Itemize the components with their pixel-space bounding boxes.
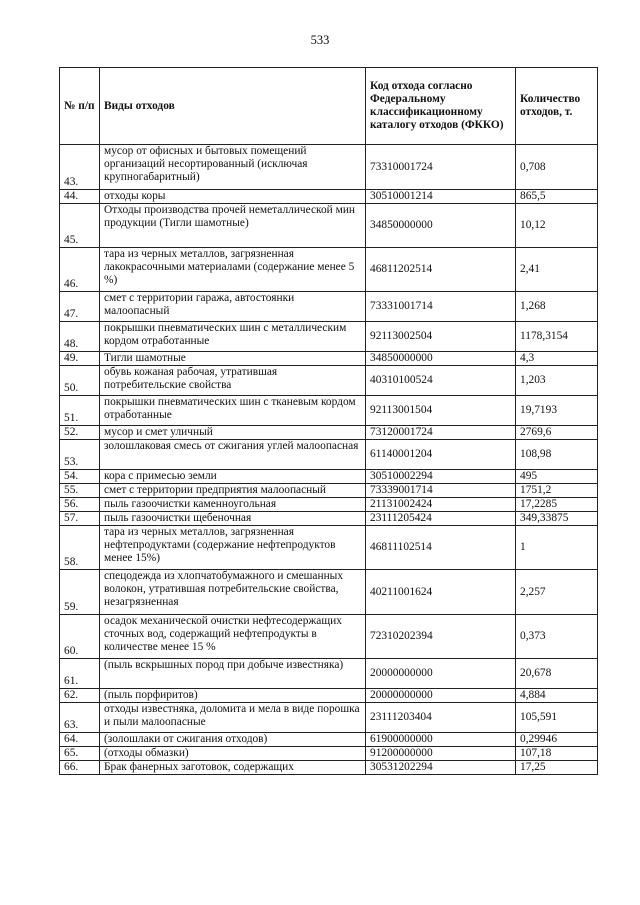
page-number: 533 (310, 33, 330, 47)
table-row (60, 747, 598, 761)
waste-name: мусор от офисных и бытовых помещений организаций несортированный (исключая крупногабаритный) (100, 145, 366, 190)
waste-name: смет с территории гаража, автостоянки малоопасный (100, 292, 366, 322)
waste-quantity: 4,884 (516, 689, 598, 703)
waste-quantity: 107,18 (516, 747, 598, 761)
waste-name: Брак фанерных заготовок, содержащих (100, 761, 366, 775)
waste-name: обувь кожаная рабочая, утратившая потребительские свойства (100, 366, 366, 396)
waste-name: отходы коры (100, 190, 366, 204)
row-number: 53. (60, 440, 100, 470)
row-number: 44. (60, 190, 100, 204)
waste-quantity: 2769,6 (516, 426, 598, 440)
fkko-code: 61140001204 (366, 440, 516, 470)
row-number: 65. (60, 747, 100, 761)
fkko-code: 46811202514 (366, 248, 516, 292)
waste-name: золошлаковая смесь от сжигания углей малоопасная (100, 440, 366, 470)
waste-quantity: 1,268 (516, 292, 598, 322)
fkko-code: 23111203404 (366, 703, 516, 733)
fkko-code: 46811102514 (366, 526, 516, 570)
header-quantity: Количество отходов, т. (516, 68, 598, 145)
table-row (60, 733, 598, 747)
fkko-code: 73331001714 (366, 292, 516, 322)
row-number: 46. (60, 248, 100, 292)
row-number: 57. (60, 512, 100, 526)
fkko-code: 91200000000 (366, 747, 516, 761)
row-number: 60. (60, 615, 100, 659)
fkko-code: 61900000000 (366, 733, 516, 747)
waste-name: покрышки пневматических шин с металлическим кордом отработанные (100, 322, 366, 352)
fkko-code: 30510002294 (366, 470, 516, 484)
waste-name: Тигли шамотные (100, 352, 366, 366)
fkko-code: 73120001724 (366, 426, 516, 440)
waste-quantity: 20,678 (516, 659, 598, 689)
fkko-code: 92113001504 (366, 396, 516, 426)
table-row (60, 190, 598, 204)
waste-quantity: 495 (516, 470, 598, 484)
row-number: 64. (60, 733, 100, 747)
waste-name: пыль газоочистки щебеночная (100, 512, 366, 526)
waste-quantity: 865,5 (516, 190, 598, 204)
waste-name: спецодежда из хлопчатобумажного и смешанных волокон, утратившая потребительские свойства, незагрязненная (100, 570, 366, 615)
table-row (60, 689, 598, 703)
table-row (60, 204, 598, 248)
fkko-code: 34850000000 (366, 204, 516, 248)
table-row (60, 761, 598, 775)
waste-name: покрышки пневматических шин с тканевым кордом отработанные (100, 396, 366, 426)
table-row (60, 145, 598, 190)
row-number: 50. (60, 366, 100, 396)
table-header-row (60, 68, 598, 145)
waste-name: отходы известняка, доломита и мела в виде порошка и пыли малоопасные (100, 703, 366, 733)
waste-quantity: 1,203 (516, 366, 598, 396)
fkko-code: 30510001214 (366, 190, 516, 204)
waste-name: Отходы производства прочей неметаллической мин продукции (Тигли шамотные) (100, 204, 366, 248)
row-number: 59. (60, 570, 100, 615)
waste-name: (золошлаки от сжигания отходов) (100, 733, 366, 747)
waste-quantity: 4,3 (516, 352, 598, 366)
waste-table (59, 67, 598, 775)
table-row (60, 659, 598, 689)
table-row (60, 615, 598, 659)
waste-name: (отходы обмазки) (100, 747, 366, 761)
table-body (60, 145, 598, 775)
table-row (60, 440, 598, 470)
fkko-code: 40211001624 (366, 570, 516, 615)
waste-name: (пыль вскрышных пород при добыче известняка) (100, 659, 366, 689)
waste-quantity: 349,33875 (516, 512, 598, 526)
header-num: № п/п (60, 68, 100, 145)
row-number: 43. (60, 145, 100, 190)
waste-name: кора с примесью земли (100, 470, 366, 484)
waste-quantity: 105,591 (516, 703, 598, 733)
waste-quantity: 1751,2 (516, 484, 598, 498)
waste-quantity: 1 (516, 526, 598, 570)
row-number: 49. (60, 352, 100, 366)
waste-quantity: 19,7193 (516, 396, 598, 426)
fkko-code: 23111205424 (366, 512, 516, 526)
row-number: 56. (60, 498, 100, 512)
waste-quantity: 0,373 (516, 615, 598, 659)
waste-quantity: 2,257 (516, 570, 598, 615)
row-number: 45. (60, 204, 100, 248)
row-number: 48. (60, 322, 100, 352)
row-number: 51. (60, 396, 100, 426)
table-row (60, 470, 598, 484)
waste-quantity: 17,2285 (516, 498, 598, 512)
table-row (60, 426, 598, 440)
row-number: 52. (60, 426, 100, 440)
fkko-code: 92113002504 (366, 322, 516, 352)
row-number: 66. (60, 761, 100, 775)
waste-name: мусор и смет уличный (100, 426, 366, 440)
table-row (60, 512, 598, 526)
waste-name: (пыль порфиритов) (100, 689, 366, 703)
row-number: 61. (60, 659, 100, 689)
table-row (60, 352, 598, 366)
header-fkko-code: Код отхода согласно Федеральному классификационному каталогу отходов (ФККО) (366, 68, 516, 145)
waste-quantity: 2,41 (516, 248, 598, 292)
waste-quantity: 108,98 (516, 440, 598, 470)
waste-name: осадок механической очистки нефтесодержащих сточных вод, содержащий нефтепродукты в количестве менее 15 % (100, 615, 366, 659)
fkko-code: 34850000000 (366, 352, 516, 366)
fkko-code: 73310001724 (366, 145, 516, 190)
row-number: 54. (60, 470, 100, 484)
table-row (60, 366, 598, 396)
waste-quantity: 0,29946 (516, 733, 598, 747)
row-number: 55. (60, 484, 100, 498)
waste-name: пыль газоочистки каменноугольная (100, 498, 366, 512)
table-row (60, 526, 598, 570)
table-row (60, 248, 598, 292)
fkko-code: 30531202294 (366, 761, 516, 775)
fkko-code: 20000000000 (366, 659, 516, 689)
fkko-code: 20000000000 (366, 689, 516, 703)
waste-name: смет с территории предприятия малоопасный (100, 484, 366, 498)
row-number: 62. (60, 689, 100, 703)
waste-quantity: 0,708 (516, 145, 598, 190)
waste-quantity: 1178,3154 (516, 322, 598, 352)
waste-name: тара из черных металлов, загрязненная лакокрасочными материалами (содержание менее 5 %) (100, 248, 366, 292)
fkko-code: 21131002424 (366, 498, 516, 512)
table-row (60, 396, 598, 426)
waste-quantity: 17,25 (516, 761, 598, 775)
waste-quantity: 10,12 (516, 204, 598, 248)
table-row (60, 703, 598, 733)
row-number: 58. (60, 526, 100, 570)
table-row (60, 484, 598, 498)
table-row (60, 292, 598, 322)
fkko-code: 72310202394 (366, 615, 516, 659)
fkko-code: 40310100524 (366, 366, 516, 396)
table-row (60, 498, 598, 512)
table-row (60, 322, 598, 352)
row-number: 47. (60, 292, 100, 322)
table-row (60, 570, 598, 615)
fkko-code: 73339001714 (366, 484, 516, 498)
row-number: 63. (60, 703, 100, 733)
header-waste-type: Виды отходов (100, 68, 366, 145)
waste-name: тара из черных металлов, загрязненная нефтепродуктами (содержание нефтепродуктов менее 15%) (100, 526, 366, 570)
